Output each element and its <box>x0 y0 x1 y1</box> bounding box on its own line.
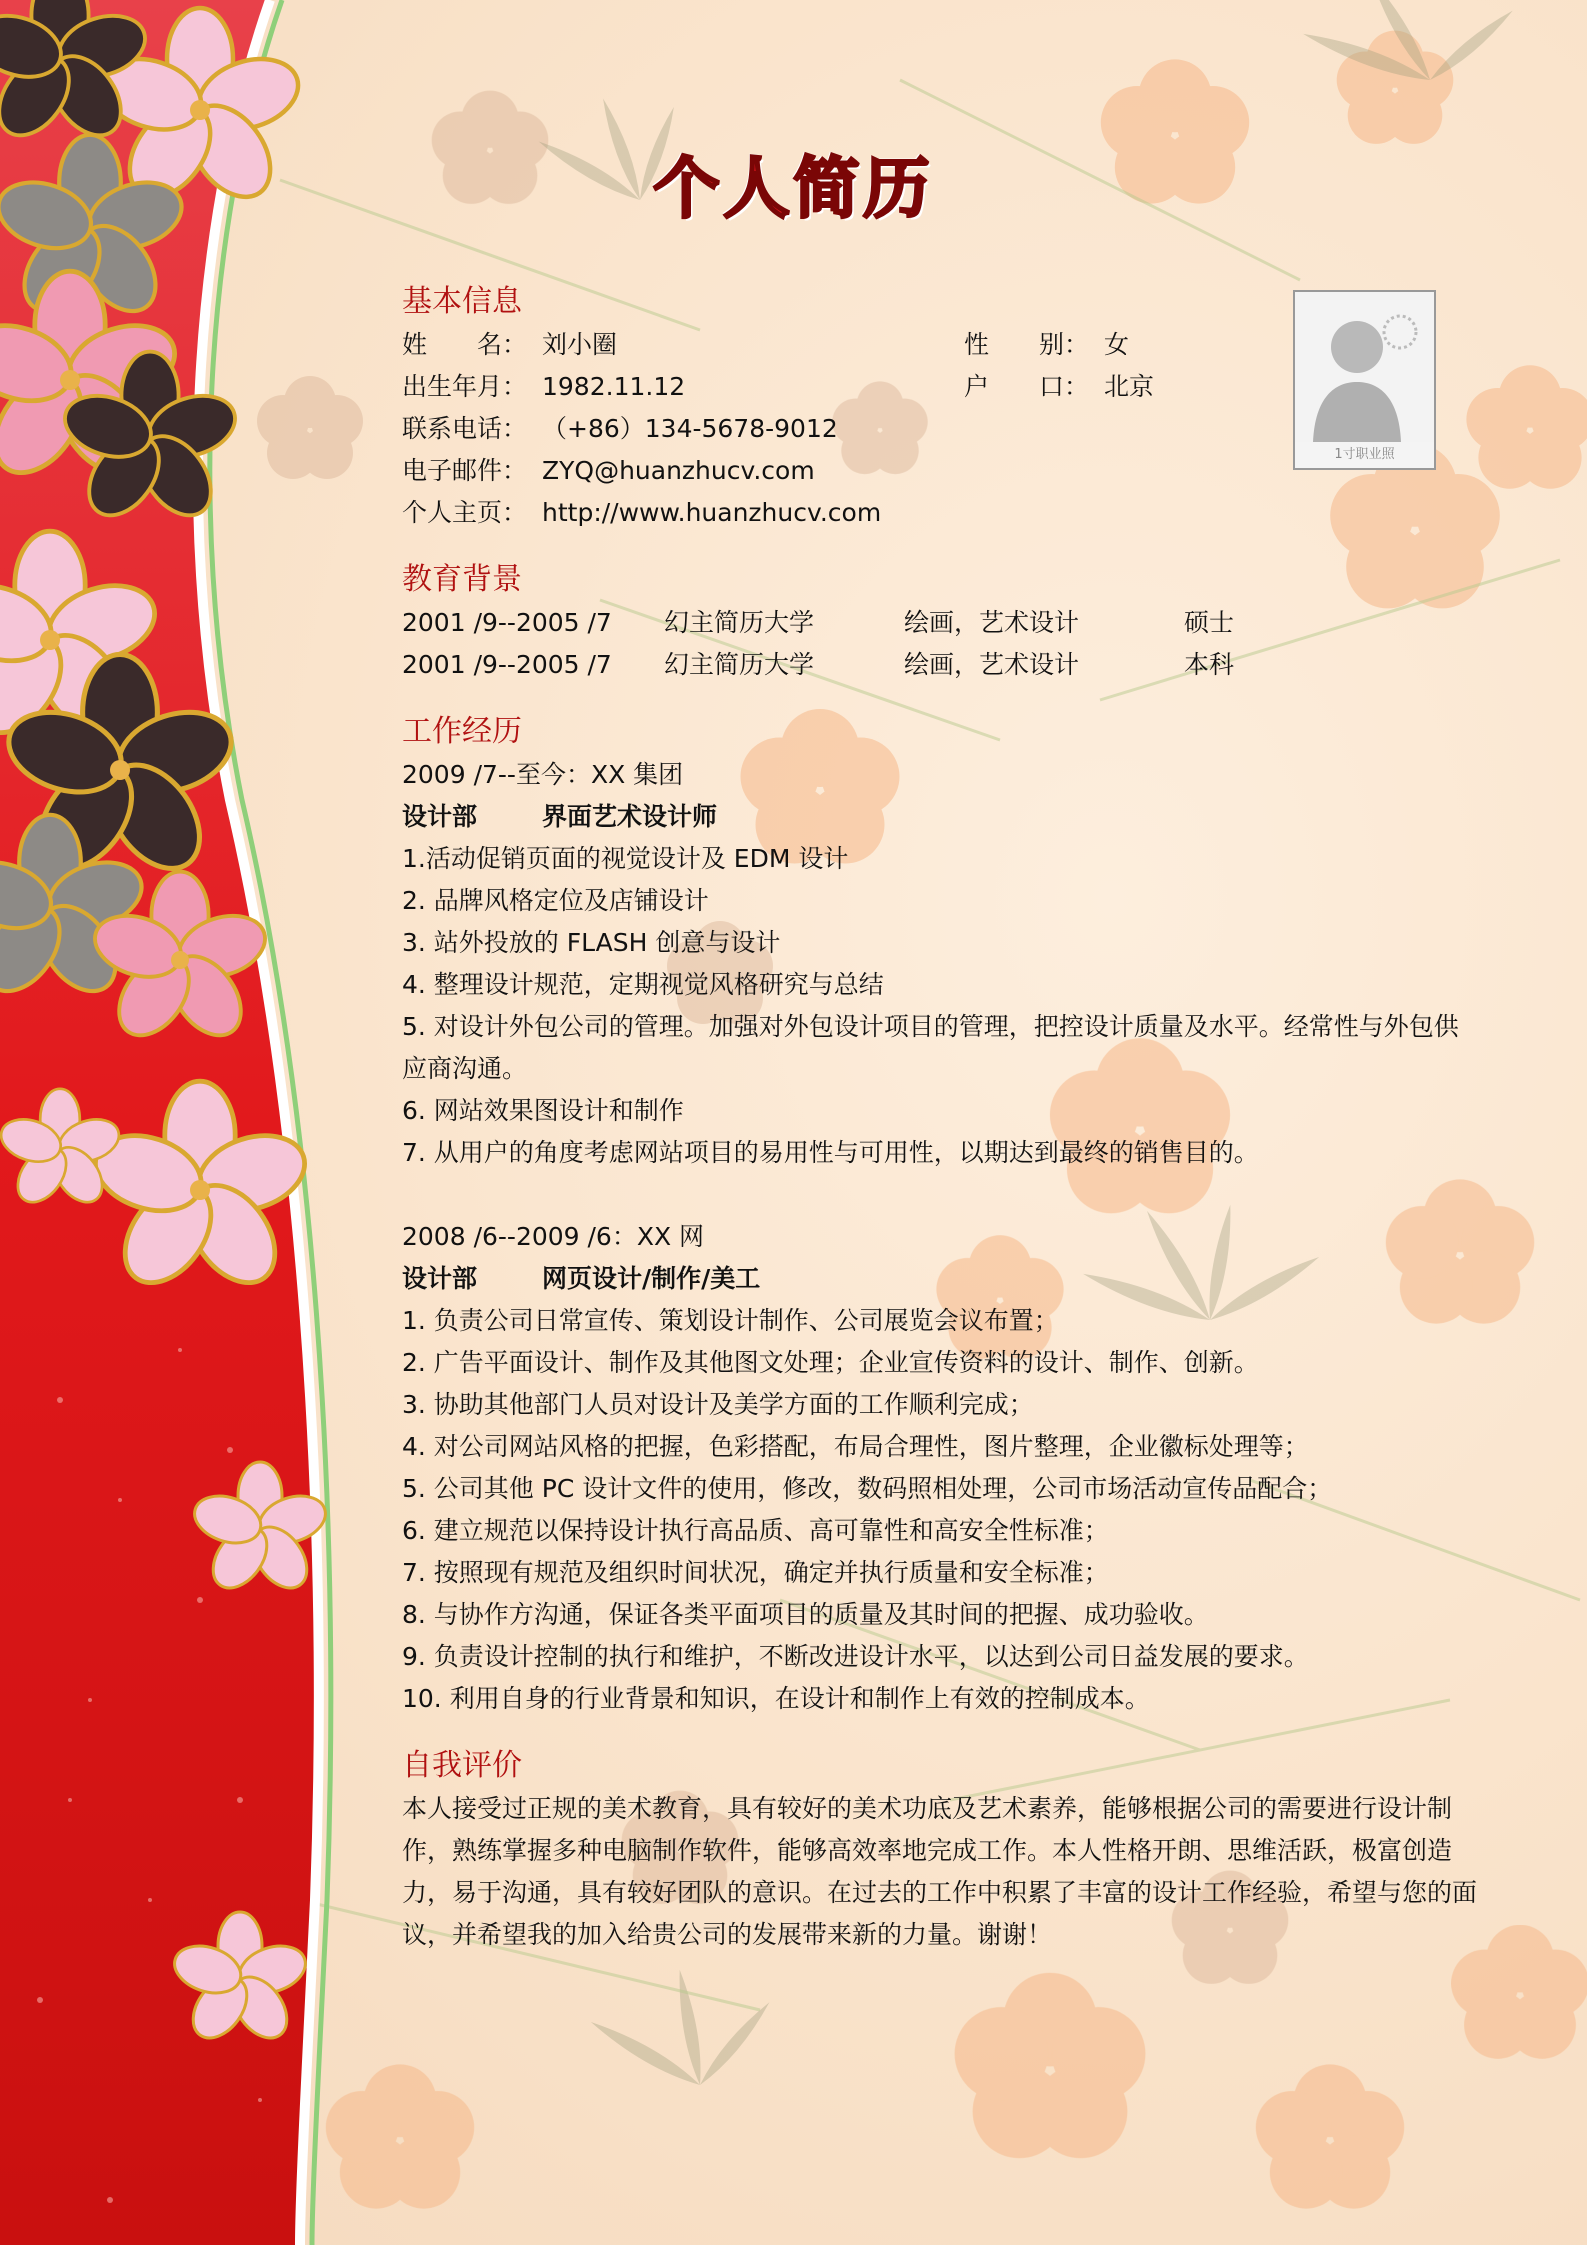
gender-value: 女 <box>1104 330 1130 359</box>
duty-item: 9. 负责设计控制的执行和维护，不断改进设计水平，以达到公司日益发展的要求。 <box>402 1642 1309 1671</box>
duty-item: 1.活动促销页面的视觉设计及 EDM 设计 <box>402 844 849 873</box>
edu-period: 2001 /9--2005 /7 <box>402 650 612 679</box>
info-row <box>402 492 1482 534</box>
info-row <box>402 408 1482 450</box>
resume-title: 个人简历 <box>653 150 934 227</box>
duty-item: 2. 广告平面设计、制作及其他图文处理；企业宣传资料的设计、制作、创新。 <box>402 1348 1259 1377</box>
phone-label: 联系电话： <box>402 414 528 443</box>
edu-period: 2001 /9--2005 /7 <box>402 608 612 637</box>
homepage-label: 个人主页： <box>402 498 528 527</box>
section-heading-work: 工作经历 <box>402 714 522 749</box>
edu-degree: 硕士 <box>1184 608 1235 637</box>
phone-value: （+86）134-5678-9012 <box>542 414 838 443</box>
info-row <box>402 324 1482 366</box>
duty-item: 4. 对公司网站风格的把握，色彩搭配，布局合理性，图片整理，企业徽标处理等； <box>402 1432 1309 1461</box>
duty-item: 6. 网站效果图设计和制作 <box>402 1096 684 1125</box>
duty-item: 4. 整理设计规范，定期视觉风格研究与总结 <box>402 970 884 999</box>
edu-school: 幻主简历大学 <box>664 650 815 679</box>
education-row <box>402 644 1482 686</box>
duty-item: 2. 品牌风格定位及店铺设计 <box>402 886 709 915</box>
hukou-value: 北京 <box>1104 372 1155 401</box>
name-label: 姓 名： <box>402 330 528 359</box>
info-row <box>402 450 1482 492</box>
job-title-row <box>402 796 1482 838</box>
self-evaluation-text: 本人接受过正规的美术教育，具有较好的美术功底及艺术素养，能够根据公司的需要进行设计制作，熟练掌握多种电脑制作软件，能够高效率地完成工作。本人性格开朗、思维活跃，极富创造力，易于沟通，具有较好团队的意识。在过去的工作中积累了丰富的设计工作经验，希望与您的面议，并希望我的加入给贵公司的发展带来新的力量。谢谢！ <box>402 1794 1478 1949</box>
gender-label: 性 别： <box>964 330 1090 359</box>
section-heading-self: 自我评价 <box>402 1748 522 1783</box>
birth-value: 1982.11.12 <box>542 372 686 401</box>
edu-school: 幻主简历大学 <box>664 608 815 637</box>
job-dept: 设计部 <box>402 1264 478 1293</box>
resume-content <box>402 280 1482 1956</box>
duty-item: 10. 利用自身的行业背景和知识，在设计和制作上有效的控制成本。 <box>402 1684 1150 1713</box>
duty-item: 8. 与协作方沟通，保证各类平面项目的质量及其时间的把握、成功验收。 <box>402 1600 1209 1629</box>
job-dept: 设计部 <box>402 802 478 831</box>
duty-item: 7. 按照现有规范及组织时间状况，确定并执行质量和安全标准； <box>402 1558 1109 1587</box>
info-row <box>402 366 1482 408</box>
duty-item: 5. 公司其他 PC 设计文件的使用，修改，数码照相处理，公司市场活动宣传品配合； <box>402 1474 1333 1503</box>
email-label: 电子邮件： <box>402 456 528 485</box>
duty-item: 5. 对设计外包公司的管理。加强对外包设计项目的管理，把控设计质量及水平。经常性与外包供 应商沟通。 <box>402 1012 1459 1083</box>
edu-major: 绘画，艺术设计 <box>904 650 1080 679</box>
duty-item: 1. 负责公司日常宣传、策划设计制作、公司展览会议布置； <box>402 1306 1059 1335</box>
education-row <box>402 602 1482 644</box>
email-value: ZYQ@huanzhucv.com <box>542 456 815 485</box>
section-heading-education: 教育背景 <box>402 562 522 597</box>
duty-item: 6. 建立规范以保持设计执行高品质、高可靠性和高安全性标准； <box>402 1516 1109 1545</box>
photo-caption: 1寸职业照 <box>1334 447 1395 462</box>
duty-item: 3. 协助其他部门人员对设计及美学方面的工作顺利完成； <box>402 1390 1034 1419</box>
duty-item: 7. 从用户的角度考虑网站项目的易用性与可用性，以期达到最终的销售目的。 <box>402 1138 1259 1167</box>
job-period: 2008 /6--2009 /6：XX 网 <box>402 1222 705 1251</box>
edu-major: 绘画，艺术设计 <box>904 608 1080 637</box>
edu-degree: 本科 <box>1184 650 1235 679</box>
job-position: 界面艺术设计师 <box>542 802 718 831</box>
name-value: 刘小圈 <box>542 330 618 359</box>
job-period: 2009 /7--至今：XX 集团 <box>402 760 684 789</box>
hukou-label: 户 口： <box>964 372 1090 401</box>
duty-item: 3. 站外投放的 FLASH 创意与设计 <box>402 928 781 957</box>
job-position: 网页设计/制作/美工 <box>542 1264 761 1293</box>
job-title-row <box>402 1258 1482 1300</box>
homepage-link[interactable]: http://www.huanzhucv.com <box>542 498 882 527</box>
section-heading-basic: 基本信息 <box>402 284 522 319</box>
birth-label: 出生年月： <box>402 372 528 401</box>
